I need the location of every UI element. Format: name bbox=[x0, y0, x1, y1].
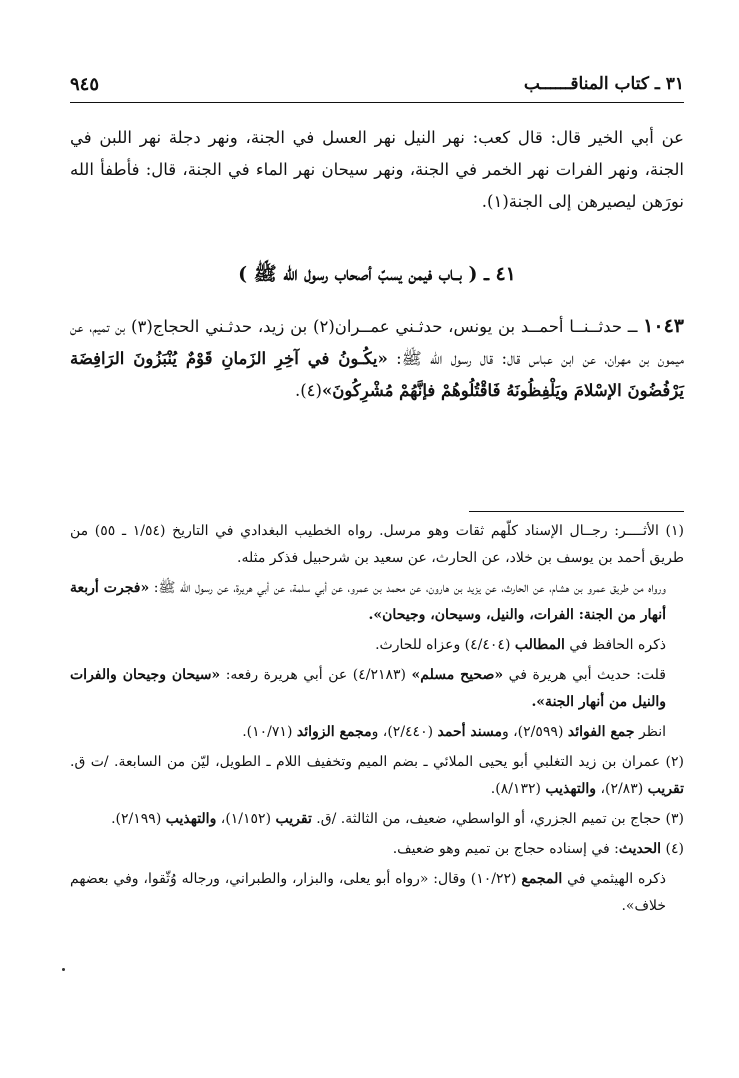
page-header bbox=[70, 72, 684, 103]
footnotes bbox=[70, 518, 684, 923]
hadith-matn: «يكُـونُ في آخِرِ الزَمانِ قَوْمٌ يُنْبَزُونَ الرَافِضَة يَرْفُضُونَ الإسْلامَ ويَلْفِظُونَهُ فَاقْتُلُوهُمْ فإنَّهُمْ مُشْرِكُونَ» bbox=[70, 349, 684, 400]
footnote-4: (٤) الحديث: في إسناده حجاج بن تميم وهو ضعيف. bbox=[392, 841, 684, 857]
footnote-1-b: ورواه من طريق عمرو بن هشام، عن الحارث، عن يزيد بن هارون، عن محمد بن عمرو، عن أبي سلمة، عن أبي هريرة، عن رسول الله ﷺ: «فجرت أربعة أنهار من الجنة: الفرات، والنيل، وسيحان، وجيحان». bbox=[70, 580, 666, 623]
footnote-1-d: قلت: حديث أبي هريرة في «صحيح مسلم» (٤/٢١٨٣) عن أبي هريرة رفعه: «سيحان وجيحان والفرات والنيل من أنهار الجنة». bbox=[70, 667, 666, 710]
footnote-1: (١) الأثــــر: رجــال الإسناد كلّهم ثقات وهو مرسل. رواه الخطيب البغدادي في التاريخ (١/٥٤ ـ ٥٥) من طريق أحمد بن يوسف بن خلاد، عن الحارث، عن سعيد بن شرحبيل فذكر مثله. bbox=[70, 523, 684, 566]
margin-dot bbox=[62, 968, 65, 971]
hadith-isnad: ــ حدثــنــا أحمــد بن يونس، حدثـني عمــران(٢) بن زيد، حدثـني الحجاج(٣) بن تميم، عن ميمون بن مهران، عن ابن عباس قال: قال رسول الله ﷺ: bbox=[70, 317, 684, 368]
hadith-footnote-ref: (٤). bbox=[294, 381, 322, 400]
page-number: ٩٤٥ bbox=[70, 74, 100, 95]
hadith-number: ١٠٤٣ bbox=[643, 315, 684, 337]
chapter-heading: ٤١ ــ ( بــاب فيمن يسبّ أصحاب رسول الله ﷺ ) bbox=[238, 263, 516, 285]
footnote-1-e: انظر جمع الفوائد (٢/٥٩٩)، ومسند أحمد (٢/٤٤٠)، ومجمع الزوائد (١٠/٧١). bbox=[242, 724, 666, 740]
running-title: ٣١ ـ كتاب المناقــــــب bbox=[523, 74, 684, 94]
footnote-1-c: ذكره الحافظ في المطالب (٤/٤٠٤) وعزاه للحارث. bbox=[375, 637, 666, 653]
footnote-2: (٢) عمران بن زيد التغلبي أبو يحيى الملائي ـ بضم الميم وتخفيف اللام ـ الطويل، ليّن من السابعة. /ت ق. تقريب (٢/٨٣)، والتهذيب (٨/١٣٢). bbox=[70, 754, 685, 797]
intro-paragraph: عن أبي الخير قال: قال كعب: نهر النيل نهر العسل في الجنة، ونهر دجلة نهر اللبن في الجنة، ونهر الفرات نهر الخمر في الجنة، ونهر سيحان نهر الماء في الجنة، قال: فأطفأ الله نورَهن ليصيرهن إلى الجنة(١). bbox=[70, 128, 684, 211]
footnote-separator bbox=[469, 511, 684, 512]
footnote-4-b: ذكره الهيثمي في المجمع (١٠/٢٢) وقال: «رواه أبو يعلى، والبزار، والطبراني، ورجاله وُثّقوا، وفي بعضهم خلاف». bbox=[70, 871, 666, 914]
footnote-3: (٣) حجاج بن تميم الجزري، أو الواسطي، ضعيف، من الثالثة. /ق. تقريب (١/١٥٢)، والتهذيب (٢/١٩٩). bbox=[111, 811, 684, 827]
hadith-paragraph bbox=[70, 310, 684, 407]
